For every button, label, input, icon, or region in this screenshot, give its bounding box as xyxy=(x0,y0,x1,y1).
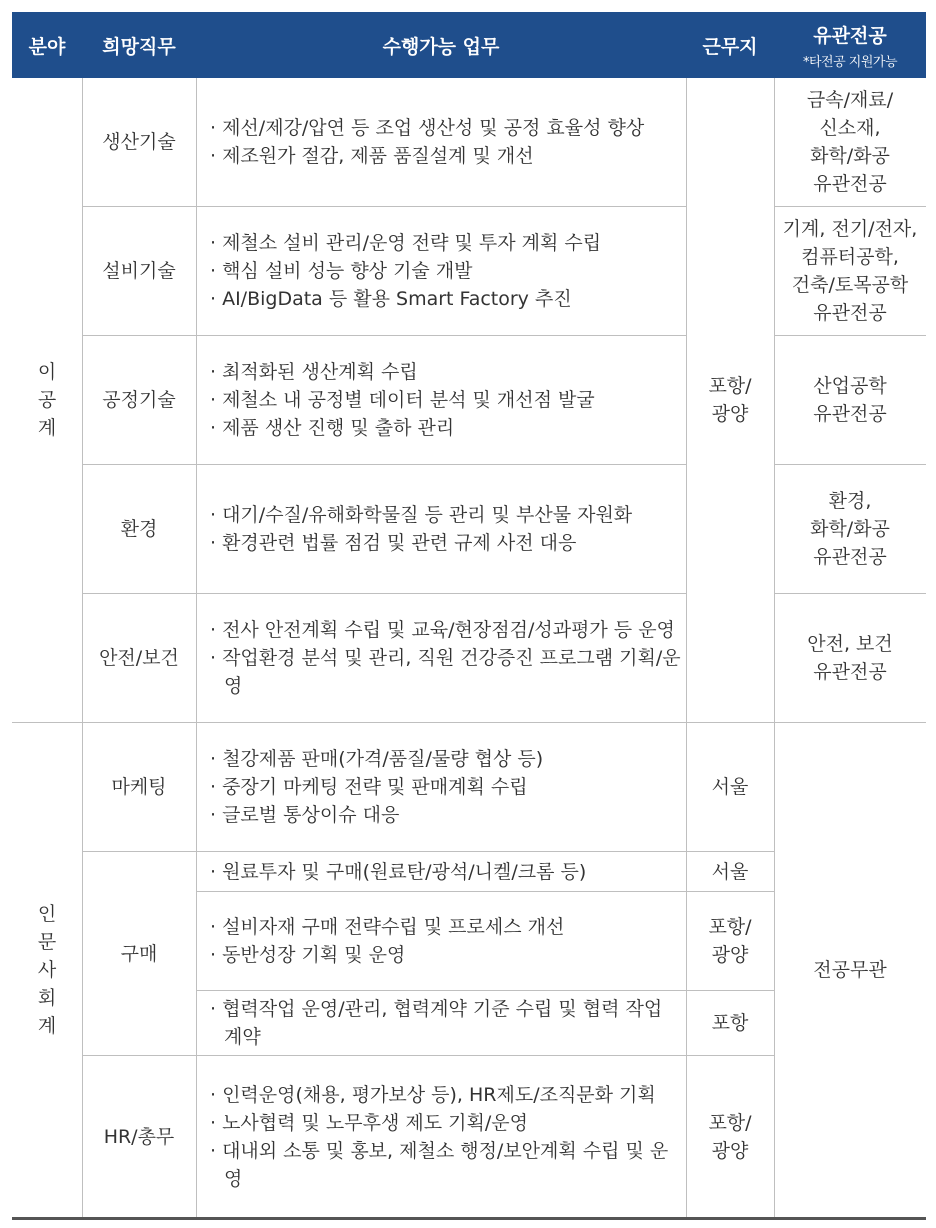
header-tasks: 수행가능 업무 xyxy=(382,35,500,58)
major-production-tech: 금속/재료/ 신소재, 화학/화공 유관전공 xyxy=(806,89,894,195)
header-field: 분야 xyxy=(28,35,66,58)
task-item: · 동반성장 기획 및 운영 xyxy=(210,944,406,966)
task-item: · 원료투자 및 구매(원료탄/광석/니켈/크롬 등) xyxy=(210,860,587,883)
major-environment: 환경, 화학/화공 유관전공 xyxy=(810,490,890,568)
location-science: 포항/ 광양 xyxy=(708,375,752,425)
task-item: · 설비자재 구매 전략수립 및 프로세스 개선 xyxy=(210,916,565,938)
location-purchasing-raw: 서울 xyxy=(711,860,749,883)
tasks-environment xyxy=(204,465,684,593)
task-item: · 중장기 마케팅 전략 및 판매계획 수립 xyxy=(210,776,528,798)
job-process-tech: 공정기술 xyxy=(102,389,176,411)
job-environment: 환경 xyxy=(120,518,158,540)
task-item: · 핵심 설비 성능 향상 기술 개발 xyxy=(210,260,473,282)
task-item: · 전사 안전계획 수립 및 교육/현장점검/성과평가 등 운영 xyxy=(210,619,675,641)
tasks-facility-tech xyxy=(204,207,684,335)
tasks-purchasing-equipment xyxy=(204,892,684,990)
task-item: · 대내외 소통 및 홍보, 제철소 행정/보안계획 수립 및 운영 xyxy=(210,1139,669,1190)
task-item: · 철강제품 판매(가격/품질/물량 협상 등) xyxy=(210,748,544,770)
tasks-marketing xyxy=(204,723,684,851)
group-science: 이 공 계 xyxy=(37,361,57,439)
task-item: · 환경관련 법률 점검 및 관련 규제 사전 대응 xyxy=(210,532,577,554)
task-item: · AI/BigData 등 활용 Smart Factory 추진 xyxy=(210,288,572,310)
task-item: · 제철소 내 공정별 데이터 분석 및 개선점 발굴 xyxy=(210,389,595,411)
location-hr-general: 포항/ 광양 xyxy=(708,1111,752,1162)
task-item: · 제선/제강/압연 등 조업 생산성 및 공정 효율성 향상 xyxy=(210,117,645,139)
task-item: · 협력작업 운영/관리, 협력계약 기준 수립 및 협력 작업 계약 xyxy=(210,998,663,1048)
task-item: · 인력운영(채용, 평가보상 등), HR제도/조직문화 기획 xyxy=(210,1083,656,1106)
task-item: · 최적화된 생산계획 수립 xyxy=(210,361,418,383)
tasks-production-tech xyxy=(204,78,684,206)
job-production-tech: 생산기술 xyxy=(102,131,176,153)
location-purchasing-partner: 포항 xyxy=(711,1012,749,1034)
header-major-note: *타전공 지원가능 xyxy=(802,54,898,70)
location-marketing: 서울 xyxy=(711,776,749,798)
job-facility-tech: 설비기술 xyxy=(102,260,176,282)
job-hr-general: HR/총무 xyxy=(103,1125,175,1148)
tasks-purchasing-raw xyxy=(204,852,684,891)
major-process-tech: 산업공학 유관전공 xyxy=(813,375,887,425)
tasks-safety-health xyxy=(204,594,684,722)
job-purchasing: 구매 xyxy=(120,942,158,965)
major-facility-tech: 기계, 전기/전자, 컴퓨터공학, 건축/토목공학 유관전공 xyxy=(782,218,918,324)
task-item: · 대기/수질/유해화학물질 등 관리 및 부산물 자원화 xyxy=(210,504,633,526)
job-marketing: 마케팅 xyxy=(111,776,167,798)
job-safety-health: 안전/보건 xyxy=(99,647,179,669)
tasks-process-tech xyxy=(204,336,684,464)
header-location: 근무지 xyxy=(702,35,758,58)
table-bottom-border xyxy=(12,1217,926,1220)
tasks-hr-general xyxy=(204,1056,684,1217)
group-humanities: 인 문 사 회 계 xyxy=(37,903,57,1037)
location-purchasing-equipment: 포항/ 광양 xyxy=(708,916,752,966)
task-item: · 글로벌 통상이슈 대응 xyxy=(210,804,400,826)
header-major: 유관전공 *타전공 지원가능 xyxy=(802,24,898,70)
header-job: 희망직무 xyxy=(102,35,176,58)
task-item: · 노사협력 및 노무후생 제도 기획/운영 xyxy=(210,1111,528,1134)
task-item: · 제철소 설비 관리/운영 전략 및 투자 계획 수립 xyxy=(210,232,602,254)
task-item: · 제조원가 절감, 제품 품질설계 및 개선 xyxy=(210,145,534,167)
major-safety-health: 안전, 보건 유관전공 xyxy=(807,633,893,683)
major-humanities: 전공무관 xyxy=(813,959,887,981)
tasks-purchasing-partner xyxy=(204,991,684,1055)
task-item: · 작업환경 분석 및 관리, 직원 건강증진 프로그램 기획/운영 xyxy=(210,647,681,697)
task-item: · 제품 생산 진행 및 출하 관리 xyxy=(210,417,455,439)
